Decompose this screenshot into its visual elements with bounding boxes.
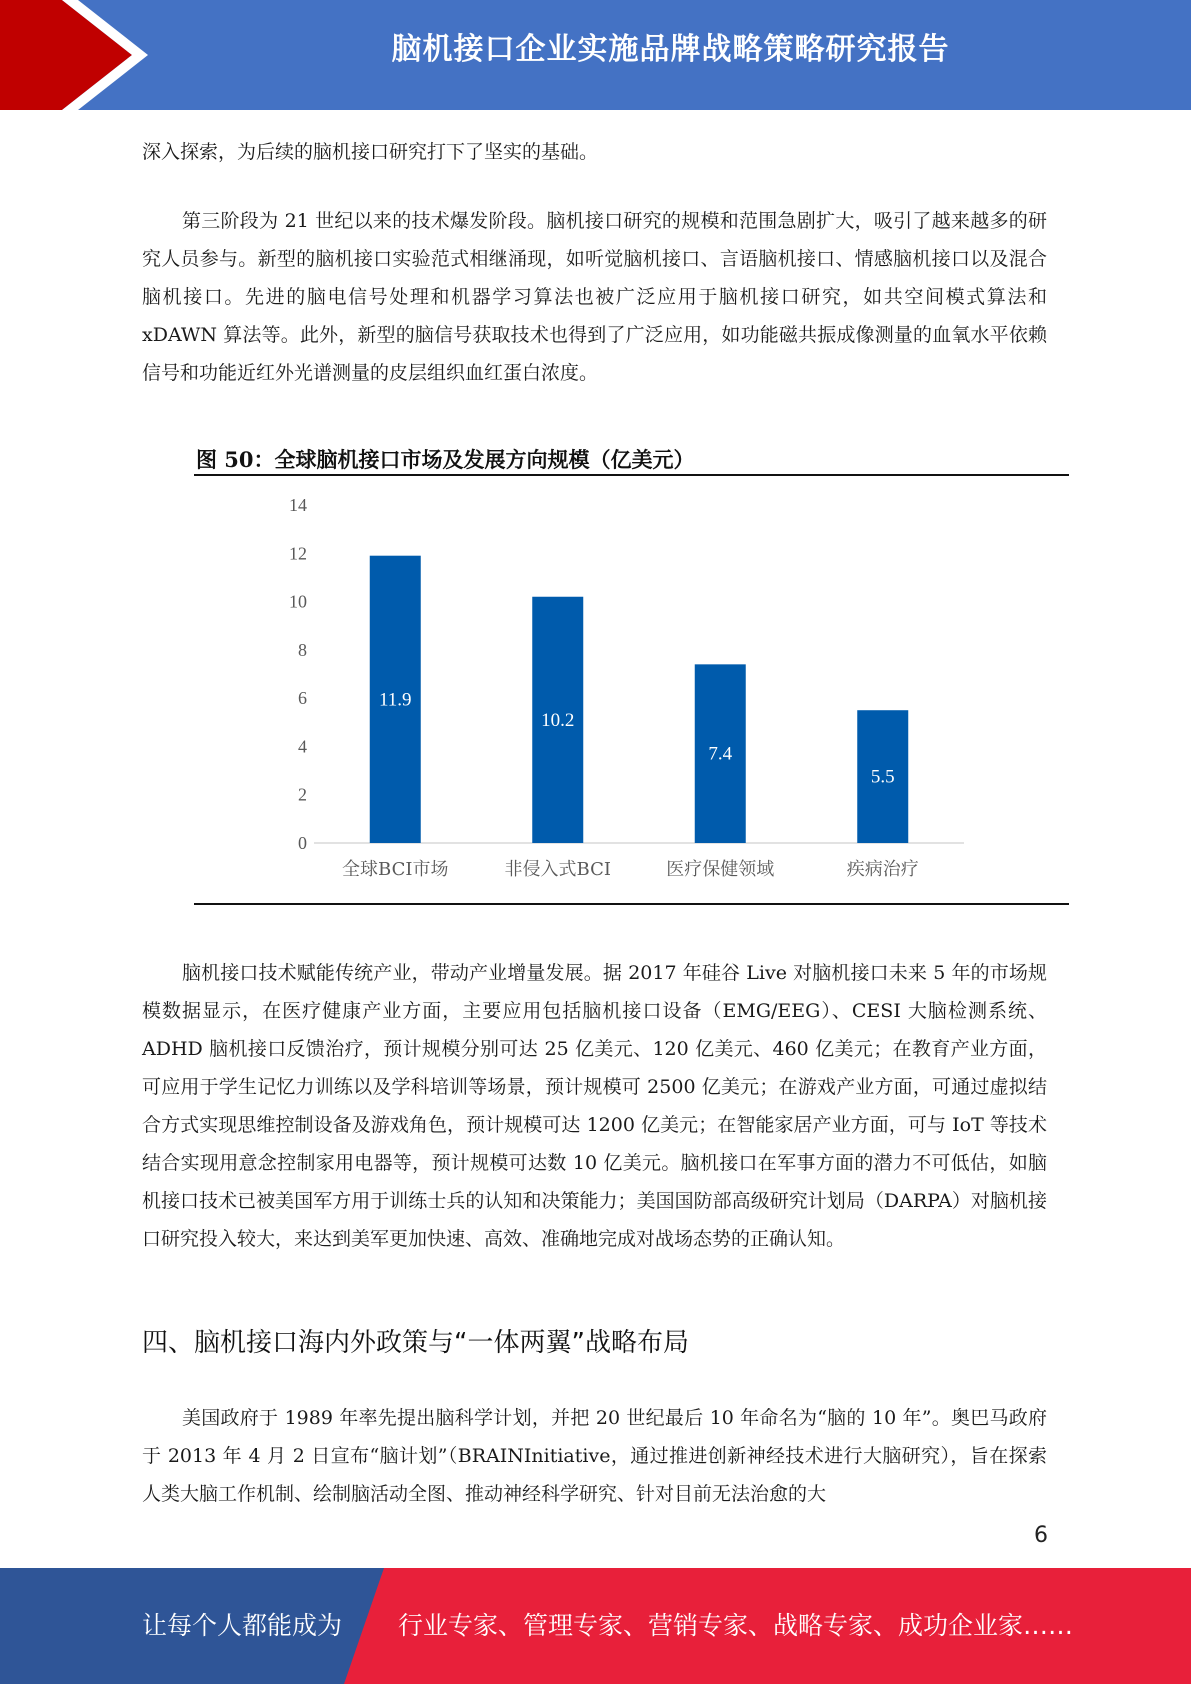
section-heading: 四、脑机接口海内外政策与“一体两翼”战略布局 bbox=[142, 1328, 689, 1358]
figure-bottom-rule bbox=[194, 903, 1069, 905]
page-header bbox=[0, 0, 1191, 110]
paragraph-industry: 脑机接口技术赋能传统产业，带动产业增量发展。据 2017 年硅谷 Live 对脑机接口未来 5 年的市场规模数据显示，在医疗健康产业方面，主要应用包括脑机接口设备（EMG/EEG）、CESI 大脑检测系统、ADHD 脑机接口反馈治疗，预计规模分别可达 25 亿美元、120 亿美元、460 亿美元；在教育产业方面，可应用于学生记忆力训练以及学科培训等场景，预计规模可 2500 亿美元；在游戏产业方面，可通过虚拟结合方式实现思维控制设备及游戏角色，预计规模可达 1200 亿美元；在智能家居产业方面，可与 IoT 等技术结合实现用意念控制家用电器等，预计规模可达数 10 亿美元。脑机接口在军事方面的潜力不可低估，如脑机接口技术已被美国军方用于训练士兵的认知和决策能力；美国国防部高级研究计划局（DARPA）对脑机接口研究投入较大，来达到美军更加快速、高效、准确地完成对战场态势的正确认知。 bbox=[142, 962, 1047, 1250]
bar-chart bbox=[194, 480, 1069, 900]
x-tick-label: 非侵入式BCI bbox=[504, 859, 611, 880]
paragraph-intro-tail: 深入探索，为后续的脑机接口研究打下了坚实的基础。 bbox=[142, 141, 599, 163]
figure-top-rule bbox=[194, 474, 1069, 476]
footer-slogan-right: 行业专家、管理专家、营销专家、战略专家、成功企业家…… bbox=[398, 1611, 1074, 1640]
bar-value-label: 11.9 bbox=[378, 689, 412, 711]
figure-title: 图 50：全球脑机接口市场及发展方向规模（亿美元） bbox=[196, 447, 695, 472]
y-tick-label: 2 bbox=[298, 784, 307, 805]
x-tick-label: 疾病治疗 bbox=[846, 859, 919, 880]
header-red-chevron bbox=[0, 0, 150, 110]
page-footer bbox=[0, 1568, 1191, 1684]
bar-value-label: 7.4 bbox=[708, 743, 733, 765]
y-tick-label: 12 bbox=[289, 543, 307, 564]
y-tick-label: 8 bbox=[298, 639, 307, 660]
footer-slogan-left: 让每个人都能成为 bbox=[142, 1611, 343, 1640]
report-title: 脑机接口企业实施品牌战略策略研究报告 bbox=[391, 32, 950, 67]
y-tick-label: 10 bbox=[289, 591, 307, 612]
y-tick-label: 14 bbox=[289, 495, 307, 515]
page-number: 6 bbox=[1034, 1523, 1048, 1548]
bar-value-label: 10.2 bbox=[541, 709, 575, 731]
x-tick-label: 医疗保健领域 bbox=[666, 859, 775, 880]
x-tick-label: 全球BCI市场 bbox=[342, 859, 449, 880]
y-tick-label: 6 bbox=[298, 688, 307, 709]
y-tick-label: 0 bbox=[298, 833, 307, 853]
y-tick-label: 4 bbox=[298, 736, 307, 757]
bar-value-label: 5.5 bbox=[870, 766, 895, 788]
paragraph-third-stage: 第三阶段为 21 世纪以来的技术爆发阶段。脑机接口研究的规模和范围急剧扩大，吸引了越来越多的研究人员参与。新型的脑机接口实验范式相继涌现，如听觉脑机接口、言语脑机接口、情感脑机接口以及混合脑机接口。先进的脑电信号处理和机器学习算法也被广泛应用于脑机接口研究，如共空间模式算法和 xDAWN 算法等。此外，新型的脑信号获取技术也得到了广泛应用，如功能磁共振成像测量的血氧水平依赖信号和功能近红外光谱测量的皮层组织血红蛋白浓度。 bbox=[142, 210, 1047, 384]
paragraph-us-policy: 美国政府于 1989 年率先提出脑科学计划，并把 20 世纪最后 10 年命名为“脑的 10 年”。奥巴马政府于 2013 年 4 月 2 日宣布“脑计划”（BRAINInitiative，通过推进创新神经技术进行大脑研究），旨在探索人类大脑工作机制、绘制脑活动全图、推动神经科学研究、针对目前无法治愈的大 bbox=[142, 1407, 1047, 1505]
